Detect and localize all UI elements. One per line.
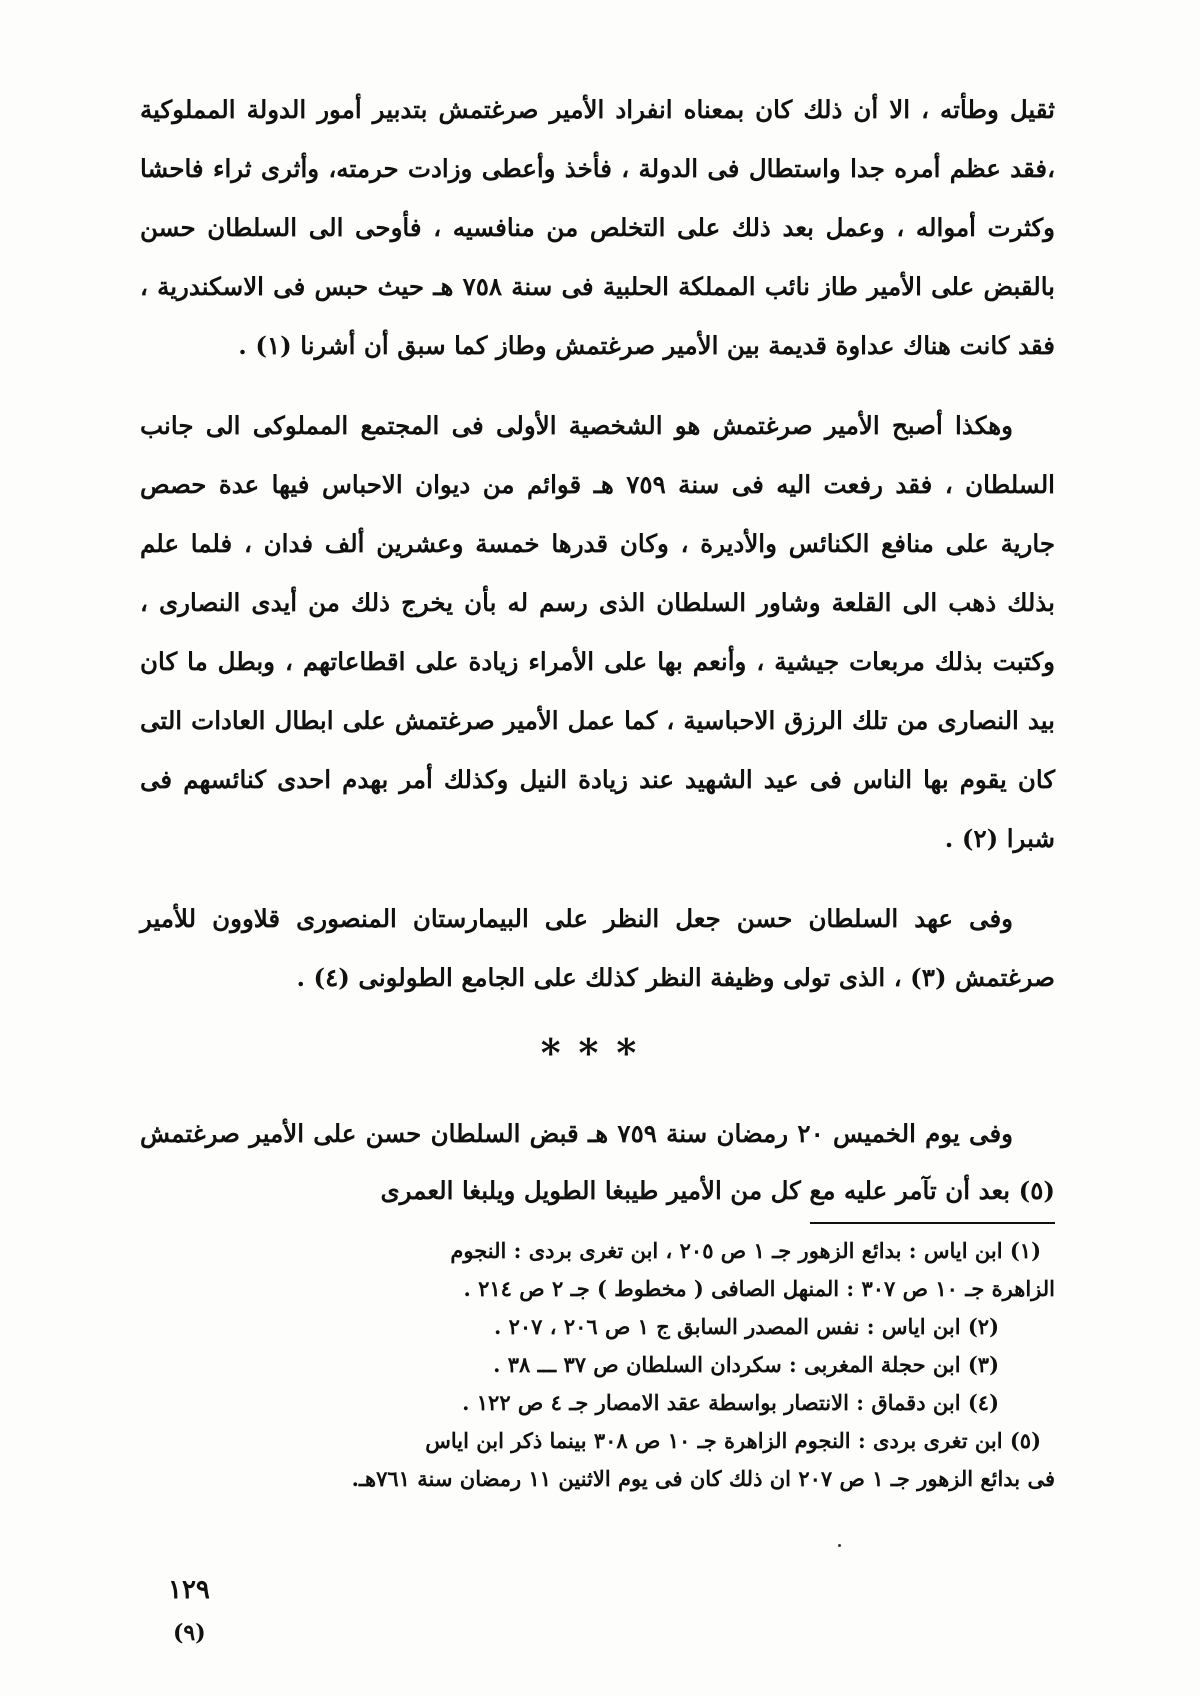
footnote-rule [810, 1222, 1055, 1224]
footnote-5-continued: فى بدائع الزهور جـ ١ ص ٢٠٧ ان ذلك كان فى يوم الاثنين ١١ رمضان سنة ٧٦١هـ. [351, 1466, 1055, 1491]
paragraph-2: وهكذا أصبح الأمير صرغتمش هو الشخصية الأولى فى المجتمع المملوكى الى جانب السلطان ، فقد رفعت اليه فى سنة ٧٥٩ هـ قوائم من ديوان الاحباس فيها عدة حصص جارية على منافع الكنائس والأديرة ، وكان قدرها خمسة وعشرين ألف فدان ، فلما علم بذلك ذهب الى القلعة وشاور السلطان الذى رسم له بأن يخرج ذلك من أيدى النصارى ، وكتبت بذلك مربعات جيشية ، وأنعم بها على الأمراء زيادة على اقطاعاتهم ، وبطل ما كان بيد النصارى من تلك الرزق الاحباسية ، كما عمل الأمير صرغتمش على ابطال العادات التى كان يقوم بها الناس فى عيد الشهيد عند زيادة النيل وكذلك أمر بهدم احدى كنائسهم فى شبرا (٢) . [140, 411, 1055, 853]
section-separator: *** [540, 1030, 655, 1075]
footnote-1: (١) ابن اياس : بدائع الزهور جـ ١ ص ٢٠٥ ، ابن تغرى بردى : النجوم [450, 1238, 1041, 1263]
footnotes [140, 1232, 1055, 1498]
footnote-2: (٢) ابن اياس : نفس المصدر السابق ج ١ ص ٢٠٦ ، ٢٠٧ . [493, 1314, 999, 1339]
footnote-4: (٤) ابن دقماق : الانتصار بواسطة عقد الامصار جـ ٤ ص ١٢٢ . [462, 1390, 999, 1415]
main-text [140, 80, 1055, 1028]
paragraph-3: وفى عهد السلطان حسن جعل النظر على البيمارستان المنصورى قلاوون للأمير صرغتمش (٣) ، الذى تولى وظيفة النظر كذلك على الجامع الطولونى (٤) . [140, 904, 1055, 992]
footnote-1-continued: الزاهرة جـ ١٠ ص ٣٠٧ : المنهل الصافى ( مخطوط ) جـ ٢ ص ٢١٤ . [463, 1276, 1055, 1301]
paragraph-4: وفى يوم الخميس ٢٠ رمضان سنة ٧٥٩ هـ قبض السلطان حسن على الأمير صرغتمش (٥) بعد أن تآمر عليه مع كل من الأمير طيبغا الطويل ويلبغا العمرى [140, 1119, 1055, 1205]
paragraph-1: ثقيل وطأته ، الا أن ذلك كان بمعناه انفراد الأمير صرغتمش بتدبير أمور الدولة المملوكية ،فقد عظم أمره جدا واستطال فى الدولة ، فأخذ وأعطى وزادت حرمته، وأثرى ثراء فاحشا وكثرت أمواله ، وعمل بعد ذلك على التخلص من منافسيه ، فأوحى الى السلطان حسن بالقبض على الأمير طاز نائب المملكة الحلبية فى سنة ٧٥٨ هـ حيث حبس فى الاسكندرية ، فقد كانت هناك عداوة قديمة بين الأمير صرغتمش وطاز كما سبق أن أشرنا (١) . [140, 95, 1056, 360]
page-number: ١٢٩ [168, 1575, 210, 1605]
stray-mark [838, 1544, 841, 1547]
footnote-3: (٣) ابن حجلة المغربى : سكردان السلطان ص ٣٧ ـــ ٣٨ . [493, 1352, 999, 1377]
footnote-5: (٥) ابن تغرى بردى : النجوم الزاهرة جـ ١٠ ص ٣٠٨ بينما ذكر ابن اياس [425, 1428, 1041, 1453]
signature-mark: (٩) [173, 1620, 206, 1646]
